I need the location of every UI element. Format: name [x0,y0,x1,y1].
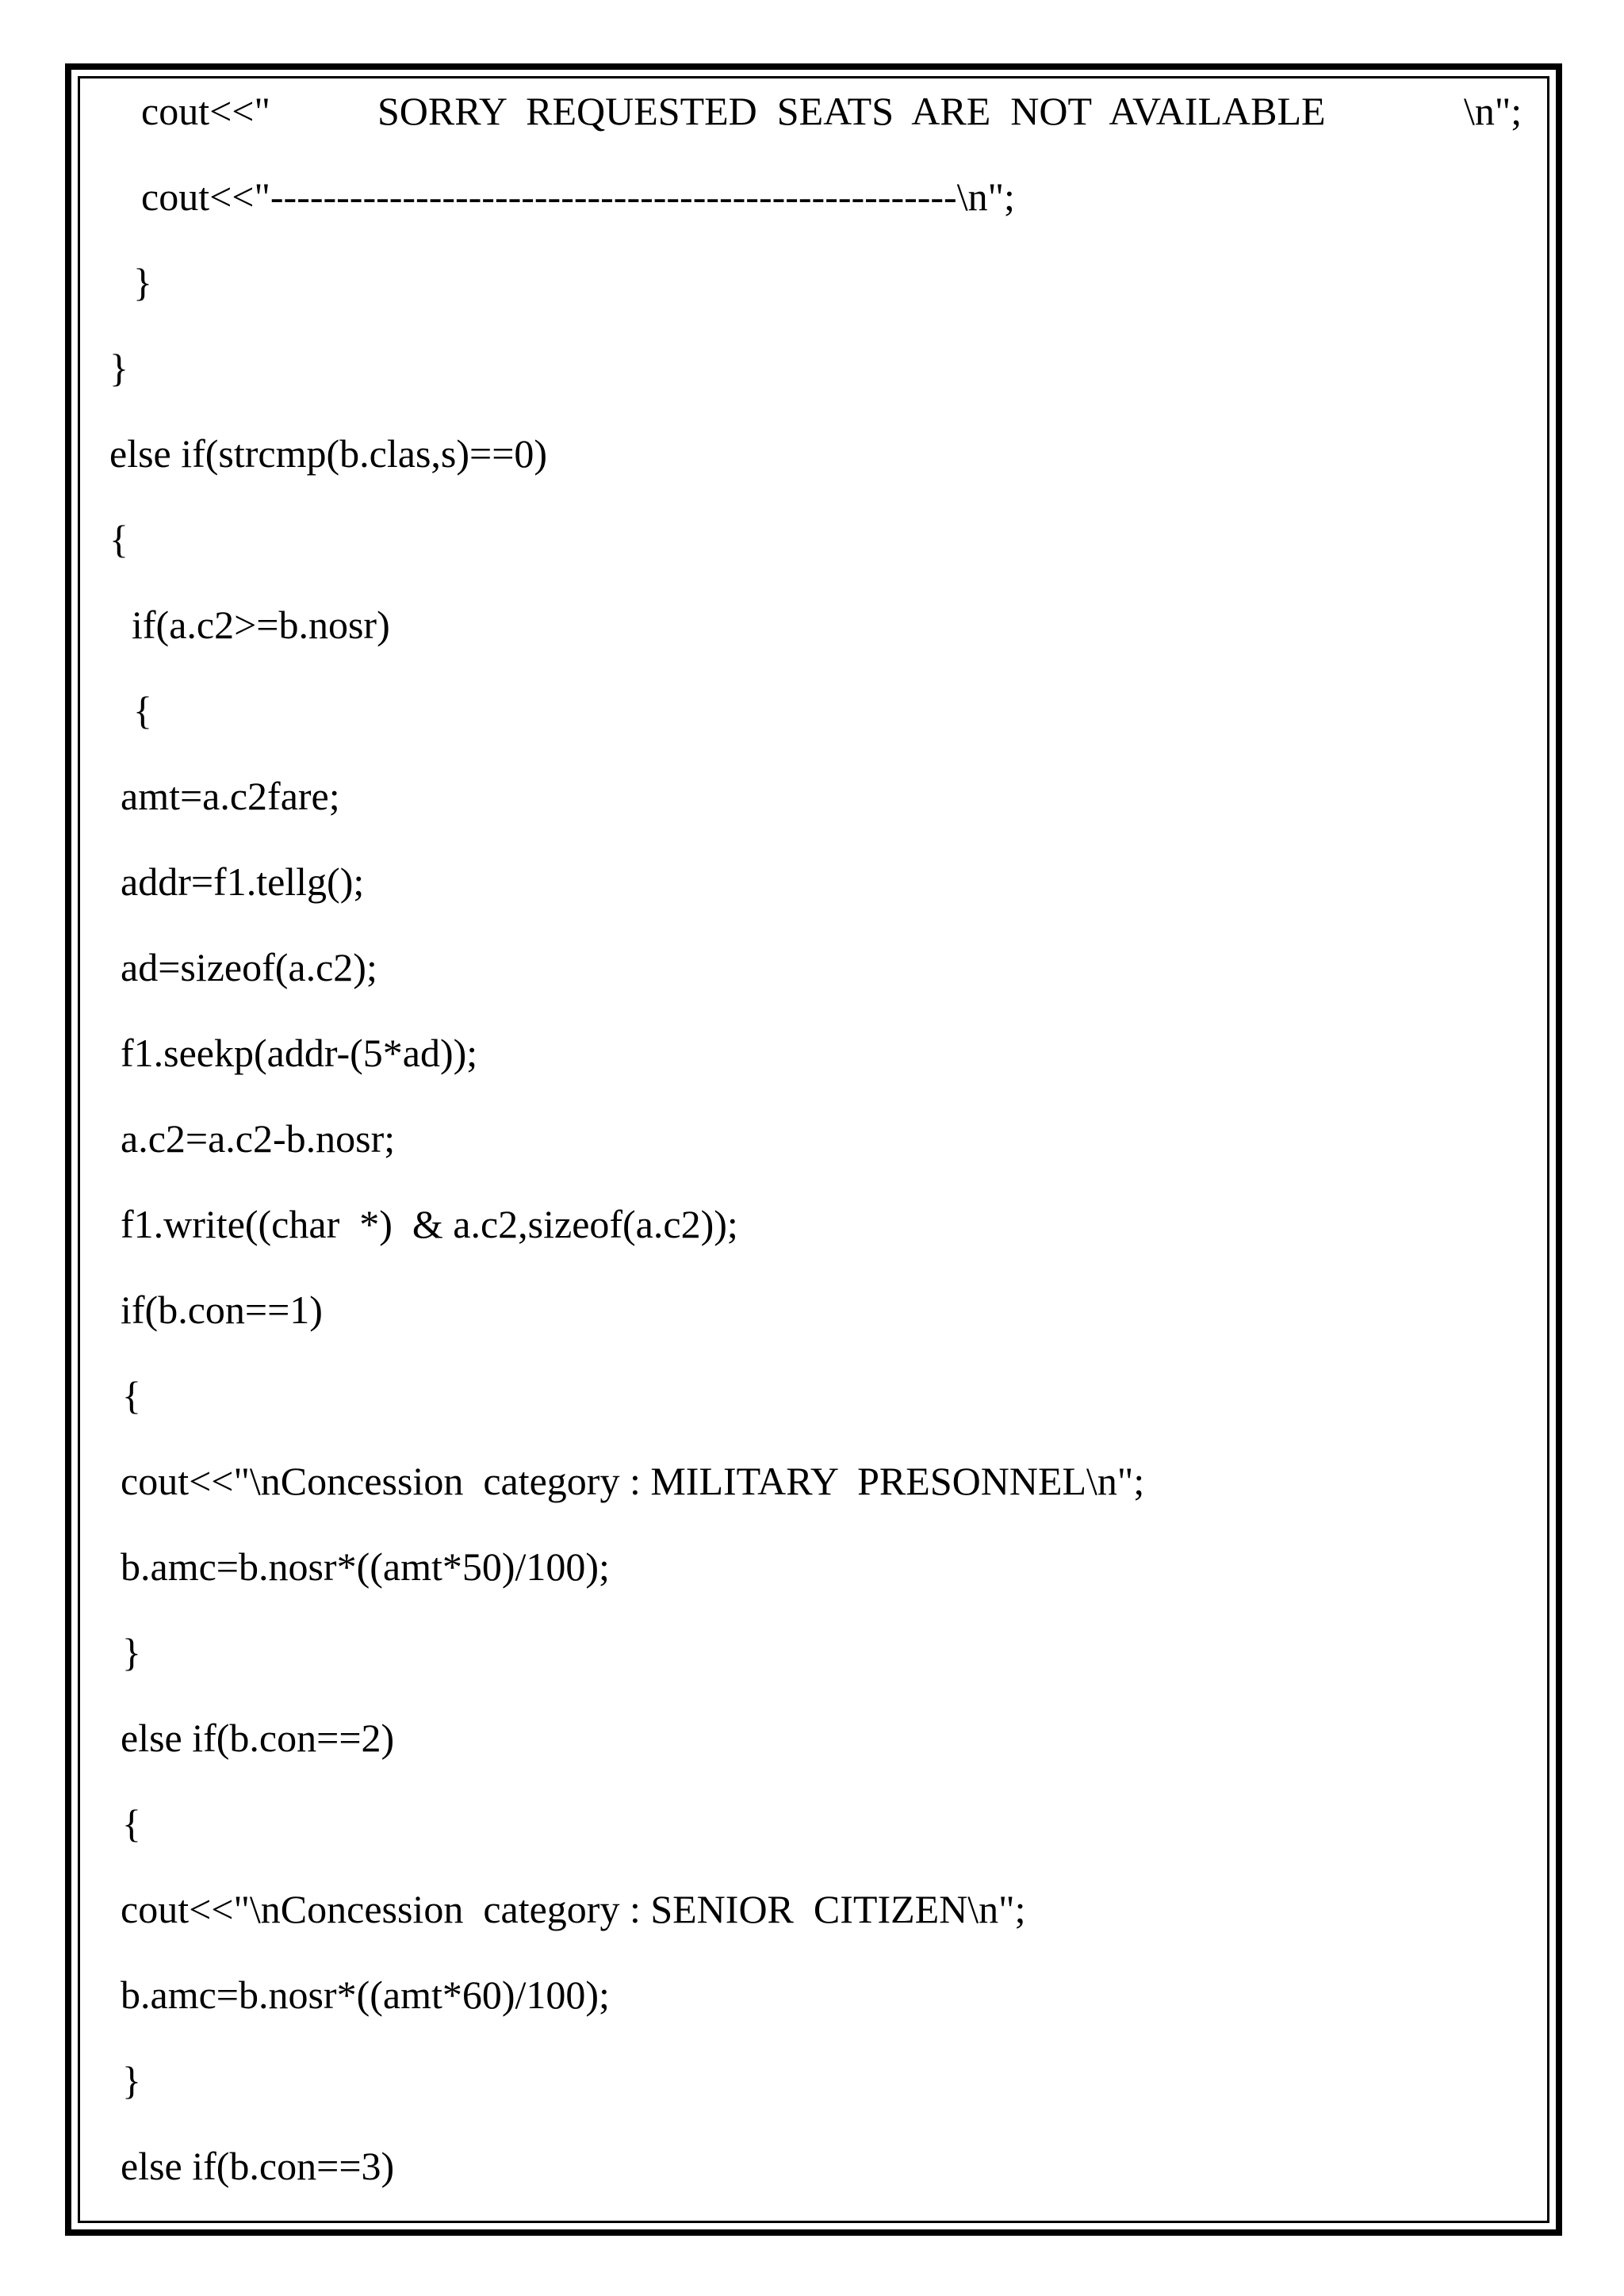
code-line: f1.write((char *) & a.c2,sizeof(a.c2)); [121,1202,738,1246]
code-line: else if(b.con==3) [121,2144,395,2188]
code-line: f1.seekp(addr-(5*ad)); [121,1031,478,1075]
code-line: if(a.c2>=b.nosr) [132,603,390,647]
code-line: cout<<" [141,89,270,133]
code-line: b.amc=b.nosr*((amt*50)/100); [121,1544,610,1589]
code-line: else if(b.con==2) [121,1716,395,1760]
code-line: cout<<"----------------------------------------------------\n"; [141,174,1015,219]
code-line: else if(strcmp(b.clas,s)==0) [109,431,548,476]
code-line: { [122,1801,141,1846]
code-line: amt=a.c2fare; [121,774,340,818]
code-line: { [133,688,152,733]
code-line: \n"; [1464,89,1522,133]
code-line: { [109,517,128,561]
code-line: { [122,1373,141,1418]
code-line: } [109,346,128,390]
code-line: cout<<"\nConcession category : MILITARY PRESONNEL\n"; [121,1459,1145,1503]
code-line: if(b.con==1) [121,1288,323,1332]
code-line: addr=f1.tellg(); [121,859,365,904]
code-line: } [122,2058,141,2103]
code-line: b.amc=b.nosr*((amt*60)/100); [121,1973,610,2017]
code-line: a.c2=a.c2-b.nosr; [121,1116,396,1161]
code-line: ad=sizeof(a.c2); [121,945,377,989]
code-line: SORRY REQUESTED SEATS ARE NOT AVAILABLE [377,89,1326,133]
code-line: } [122,1630,141,1674]
code-line: } [133,260,152,304]
code-line: cout<<"\nConcession category : SENIOR CITIZEN\n"; [121,1887,1026,1931]
